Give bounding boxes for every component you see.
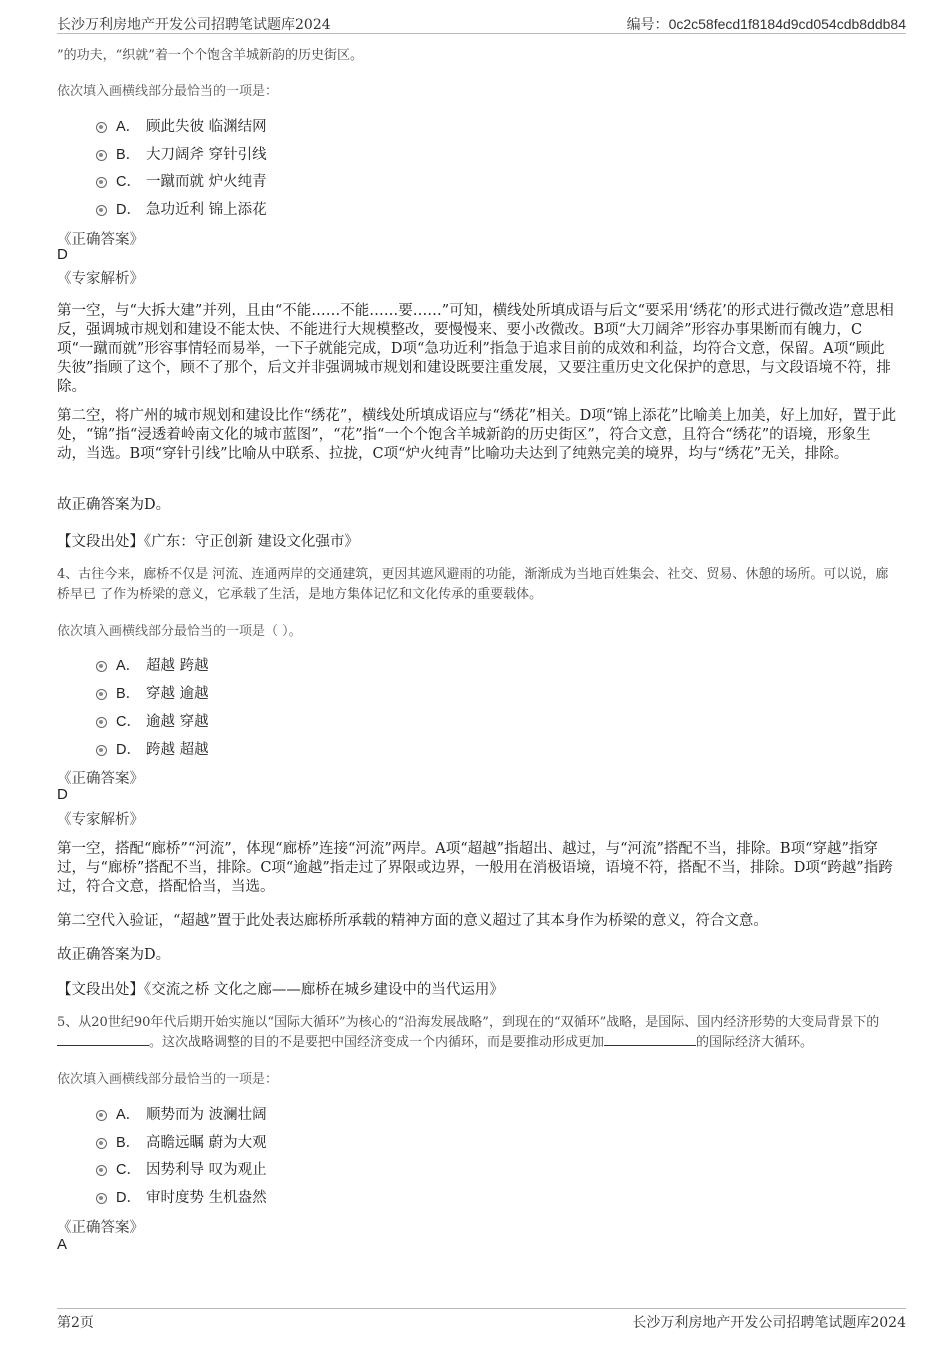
code-value: 0c2c58fecd1f8184d9cd054cdb8ddb84	[668, 16, 906, 32]
radio-icon[interactable]	[96, 122, 107, 133]
q3-source: 【文段出处】《广东：守正创新 建设文化强市》	[57, 534, 359, 550]
footer-divider	[57, 1308, 906, 1309]
q3-analysis-label: 《专家解析》	[57, 271, 144, 287]
blank-line	[57, 1033, 149, 1046]
q5-option-b[interactable]: B． 高瞻远瞩 蔚为大观	[96, 1131, 267, 1152]
q3-option-c[interactable]: C． 一蹴而就 炉火纯青	[96, 170, 267, 191]
q4-option-d[interactable]: D． 跨越 超越	[96, 738, 209, 759]
radio-icon[interactable]	[96, 689, 107, 700]
q3-analysis-p1: 第一空，与“大拆大建”并列，且由“不能……不能……要……”可知，横线处所填成语与后文“要采用‘绣花’的形式进行微改造”意思相反，强调城市规划和建设不能太快、不能进行大规模整改，要慢慢来、要小改微改。B项“大刀阔斧”形容办事果断而有魄力，C项“一蹴而就”形容事情轻而易举，一下子就能完成，D项“急功近利”指急于追求目前的成效和利益，均符合文意，保留。A项“顾此失彼”指顾了这个，顾不了那个，后文并非强调城市规划和建设既要注重发展，又要注重历史文化保护的意思，与文段语境不符，排除。	[57, 303, 894, 395]
q4-answer-label: 《正确答案》	[57, 771, 144, 787]
q3-answer-label: 《正确答案》	[57, 232, 144, 248]
q3-option-b[interactable]: B． 大刀阔斧 穿针引线	[96, 143, 267, 164]
q5-option-a[interactable]: A． 顺势而为 波澜壮阔	[96, 1103, 267, 1124]
q4-stem: 4、古往今来，廊桥不仅是 河流、连通两岸的交通建筑，更因其遮风避雨的功能，渐渐成为当地百姓集会、社交、贸易、休憩的场所。可以说，廊桥早已 了作为桥梁的意义，它承载了生活，是地方集体记忆和文化传承的重要载体。	[57, 567, 889, 602]
radio-icon[interactable]	[96, 1165, 107, 1176]
q5-stem: 5、从20世纪90年代后期开始实施以“国际大循环”为核心的“沿海发展战略”，到现在的“双循环”战略，是国际、国内经济形势的大变局背景下的。这次战略调整的目的不是要把中国经济变成一个内循环，而是要推动形成更加 的国际经济大循环。	[57, 1015, 880, 1050]
page-number: 第2页	[57, 1315, 94, 1331]
q4-analysis-p1: 第一空，搭配“廊桥”“河流”，体现“廊桥”连接“河流”两岸。A项“超越”指超出、越过，与“河流”搭配不当，排除。B项“穿越”指穿过，与“廊桥”搭配不当，排除。C项“逾越”指走过了界限或边界，一般用在消极语境，语境不符，搭配不当，排除。D项“跨越”指跨过，符合文意，搭配恰当，当选。	[57, 841, 893, 895]
radio-icon[interactable]	[96, 205, 107, 216]
header-divider	[57, 33, 906, 34]
code-label: 编号：	[626, 16, 669, 32]
radio-icon[interactable]	[96, 177, 107, 188]
q4-conclusion: 故正确答案为D。	[57, 947, 171, 963]
blank-line	[604, 1033, 696, 1046]
q5-answer-label: 《正确答案》	[57, 1220, 144, 1236]
q5-option-d[interactable]: D． 审时度势 生机盎然	[96, 1186, 267, 1207]
radio-icon[interactable]	[96, 150, 107, 161]
q3-prompt: 依次填入画横线部分最恰当的一项是：	[57, 84, 279, 99]
q4-source: 【文段出处】《交流之桥 文化之廊——廊桥在城乡建设中的当代运用》	[57, 982, 504, 998]
q4-answer: D	[57, 786, 68, 803]
radio-icon[interactable]	[96, 1193, 107, 1204]
document-code	[627, 14, 906, 34]
q4-analysis-label: 《专家解析》	[57, 812, 144, 828]
q5-option-c[interactable]: C． 因势利导 叹为观止	[96, 1158, 267, 1179]
q3-option-a[interactable]: A． 顾此失彼 临渊结网	[96, 115, 267, 136]
q3-answer: D	[57, 246, 68, 263]
radio-icon[interactable]	[96, 661, 107, 672]
footer-title: 长沙万利房地产开发公司招聘笔试题库2024	[632, 1315, 906, 1331]
q3-conclusion: 故正确答案为D。	[57, 497, 171, 513]
q4-option-a[interactable]: A． 超越 跨越	[96, 654, 209, 675]
radio-icon[interactable]	[96, 1138, 107, 1149]
radio-icon[interactable]	[96, 717, 107, 728]
radio-icon[interactable]	[96, 1110, 107, 1121]
q5-prompt: 依次填入画横线部分最恰当的一项是：	[57, 1072, 279, 1087]
q3-option-d[interactable]: D． 急功近利 锦上添花	[96, 198, 267, 219]
q4-option-c[interactable]: C． 逾越 穿越	[96, 710, 209, 731]
q4-option-b[interactable]: B． 穿越 逾越	[96, 682, 209, 703]
q4-analysis-p2: 第二空代入验证，“超越”置于此处表达廊桥所承载的精神方面的意义超过了其本身作为桥梁的意义，符合文意。	[57, 913, 768, 929]
header-title: 长沙万利房地产开发公司招聘笔试题库2024	[57, 17, 331, 33]
q5-answer: A	[57, 1236, 68, 1253]
q3-tail-text: ”的功夫，“织就”着一个个饱含羊城新韵的历史街区。	[57, 48, 363, 63]
q3-analysis-p2: 第二空，将广州的城市规划和建设比作“绣花”，横线处所填成语应与“绣花”相关。D项“锦上添花”比喻美上加美，好上加好，置于此处，“锦”指“浸透着岭南文化的城市蓝图”，“花”指“一个个饱含羊城新韵的历史街区”，符合文意，且符合“绣花”的语境，形象生动，当选。B项“穿针引线”比喻从中联系、拉拢，C项“炉火纯青”比喻功夫达到了纯熟完美的境界，均与“绣花”无关，排除。	[57, 408, 897, 462]
q4-prompt: 依次填入画横线部分最恰当的一项是（ ）。	[57, 624, 302, 639]
radio-icon[interactable]	[96, 745, 107, 756]
